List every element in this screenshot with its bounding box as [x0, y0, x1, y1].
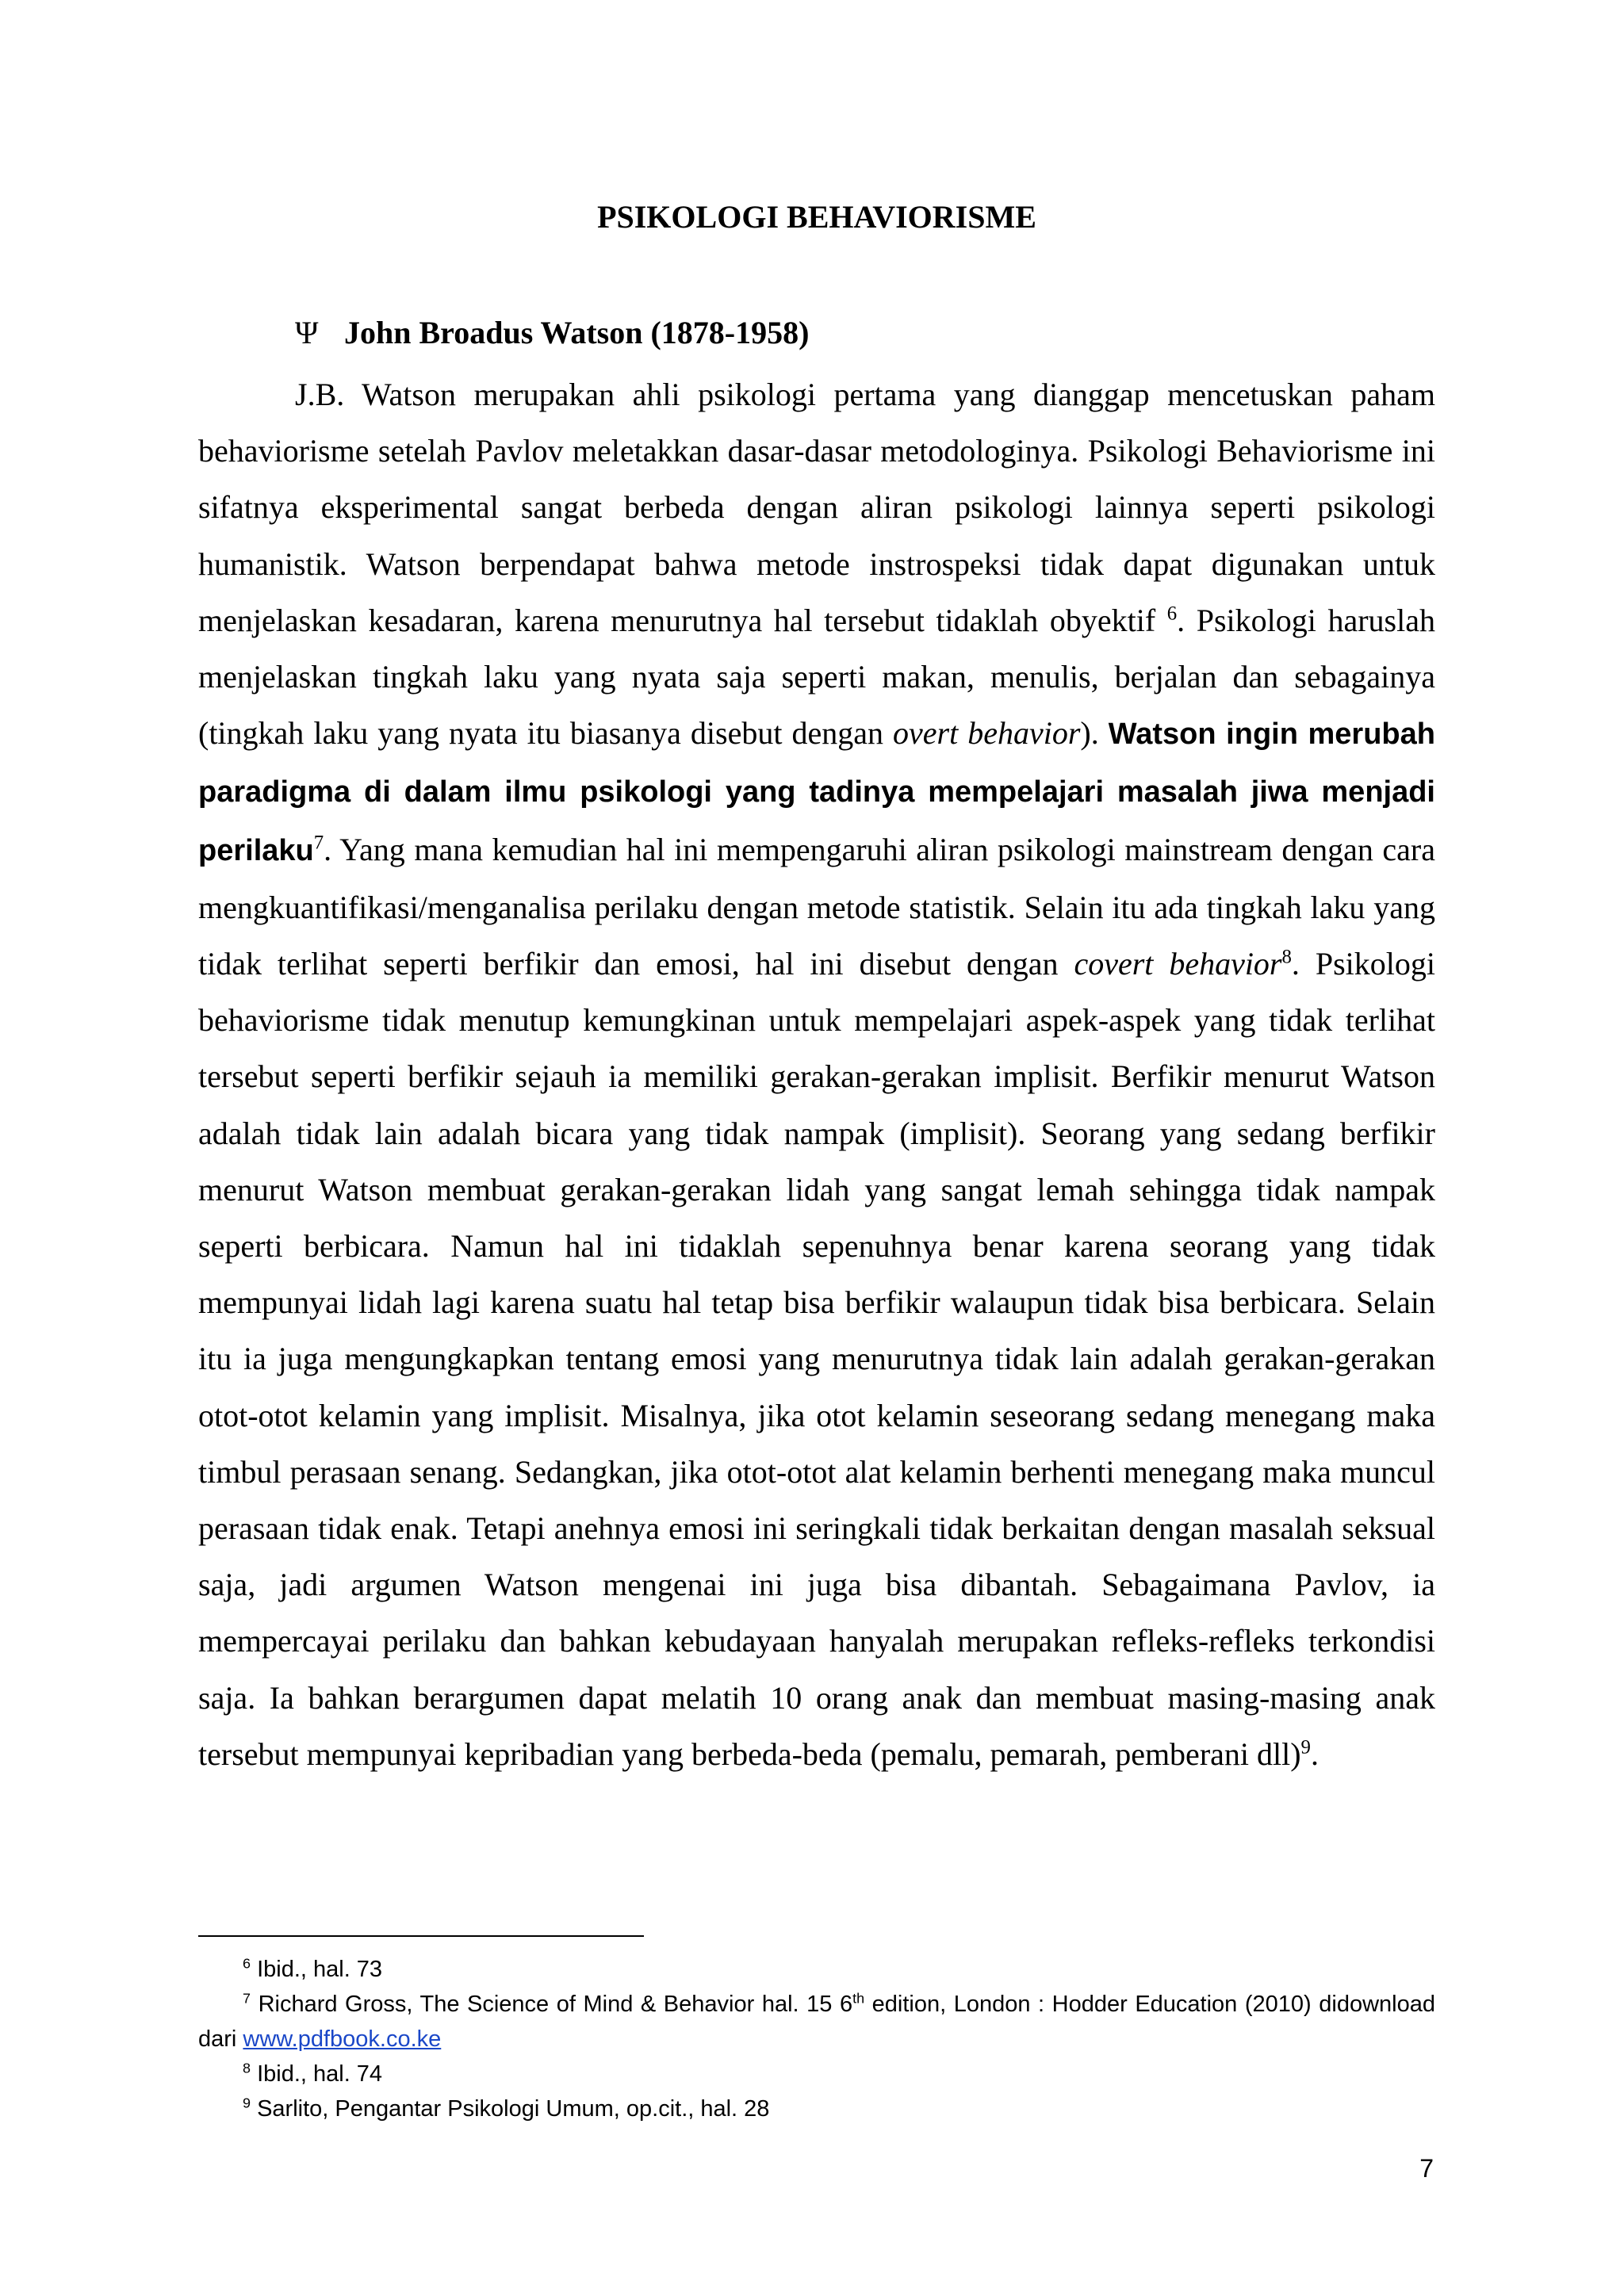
body-text-1: J.B. Watson merupakan ahli psikologi pertama yang dianggap mencetuskan paham behaviorisme setelah Pavlov meletakkan dasar-dasar metodologinya. Psikologi Behaviorisme ini sifatnya eksperimental sangat berbeda dengan aliran psikologi lainnya seperti psikologi humanistik. Watson berpendapat bahwa metode instrospeksi tidak dapat digunakan untuk menjelaskan kesadaran, karena menurutnya hal tersebut tidaklah obyektif: [198, 377, 1435, 638]
body-text-4: . Yang mana kemudian hal ini mempengaruhi aliran psikologi mainstream dengan cara mengkuantifikasi/menganalisa perilaku dengan metode statistik. Selain itu ada tingkah laku yang tidak terlihat seperti berfikir dan emosi, hal ini disebut dengan: [198, 831, 1435, 982]
body-text-5: . Psikologi behaviorisme tidak menutup kemungkinan untuk mempelajari aspek-aspek yang tidak terlihat tersebut seperti berfikir sejauh ia memiliki gerakan-gerakan implisit. Berfikir menurut Watson adalah tidak lain adalah bicara yang tidak nampak (implisit). Seorang yang sedang berfikir menurut Watson membuat gerakan-gerakan lidah yang sangat lemah sehingga tidak nampak seperti berbicara. Namun hal ini tidaklah sepenuhnya benar karena seorang yang tidak mempunyai lidah lagi karena suatu hal tetap bisa berfikir walaupun tidak bisa berbicara. Selain itu ia juga mengungkapkan tentang emosi yang menurutnya tidak lain adalah gerakan-gerakan otot-otot kelamin yang implisit. Misalnya, jika otot kelamin seseorang sedang menegang maka timbul perasaan senang. Sedangkan, jika otot-otot alat kelamin berhenti menegang maka muncul perasaan tidak enak. Tetapi anehnya emosi ini seringkali tidak berkaitan dengan masalah seksual saja, jadi argumen Watson mengenai ini juga bisa dibantah. Sebagaimana Pavlov, ia mempercayai perilaku dan bahkan kebudayaan hanyalah merupakan refleks-refleks terkondisi saja. Ia bahkan berargumen dapat melatih 10 orang anak dan membuat masing-masing anak tersebut mempunyai kepribadian yang berbeda-beda (pemalu, pemarah, pemberani dll): [198, 946, 1435, 1772]
ordinal-suffix: th: [852, 1990, 865, 2007]
body-paragraph: [198, 366, 1435, 1782]
footnote-text: Ibid., hal. 73: [257, 1957, 383, 1982]
footnote-text: Sarlito, Pengantar Psikologi Umum, op.cit., hal. 28: [257, 2096, 770, 2122]
page-title: PSIKOLOGI BEHAVIORISME: [597, 199, 1036, 235]
footnote-6: [198, 1952, 1435, 1987]
bold-statement: Watson ingin merubah paradigma di dalam ilmu psikologi yang tadinya mempelajari masalah jiwa menjadi perilaku: [198, 718, 1435, 867]
section-heading-text: John Broadus Watson (1878-1958): [344, 315, 810, 350]
body-text-2: . Psikologi haruslah menjelaskan tingkah laku yang nyata saja seperti makan, menulis, berjalan dan sebagainya (tingkah laku yang nyata itu biasanya disebut dengan: [198, 602, 1435, 752]
footnote-ref-6[interactable]: 6: [1166, 603, 1178, 625]
footnote-separator: [198, 1935, 644, 1937]
footnote-ref-7[interactable]: 7: [313, 832, 324, 854]
footnote-number: 9: [243, 2095, 251, 2111]
footnote-number: 7: [243, 1990, 251, 2007]
footnote-7: [198, 1987, 1435, 2057]
footnote-ref-8[interactable]: 8: [1281, 946, 1292, 968]
body-text-6: .: [1310, 1735, 1319, 1772]
pdfbook-link[interactable]: www.pdfbook.co.ke: [243, 2026, 442, 2052]
body-text-3: ).: [1080, 715, 1109, 752]
footnote-number: 6: [243, 1955, 251, 1972]
footnote-9: [198, 2091, 1435, 2126]
psi-symbol-icon: Ψ: [295, 315, 319, 350]
covert-behavior-term: covert behavior: [1074, 946, 1282, 982]
footnote-text: Ibid., hal. 74: [257, 2061, 383, 2087]
footnote-text: Richard Gross, The Science of Mind & Behavior hal. 15 6: [258, 1992, 853, 2017]
footnote-number: 8: [243, 2060, 251, 2076]
footnote-ref-9[interactable]: 9: [1300, 1736, 1311, 1758]
footnote-text-continued: edition, London : Hodder Education (2010) didownload dari: [198, 1992, 1435, 2052]
section-heading: [295, 311, 809, 355]
overt-behavior-term: overt behavior: [893, 715, 1081, 752]
footnotes: [198, 1952, 1435, 2126]
page-number: 7: [1419, 2154, 1434, 2183]
footnote-8: [198, 2057, 1435, 2091]
